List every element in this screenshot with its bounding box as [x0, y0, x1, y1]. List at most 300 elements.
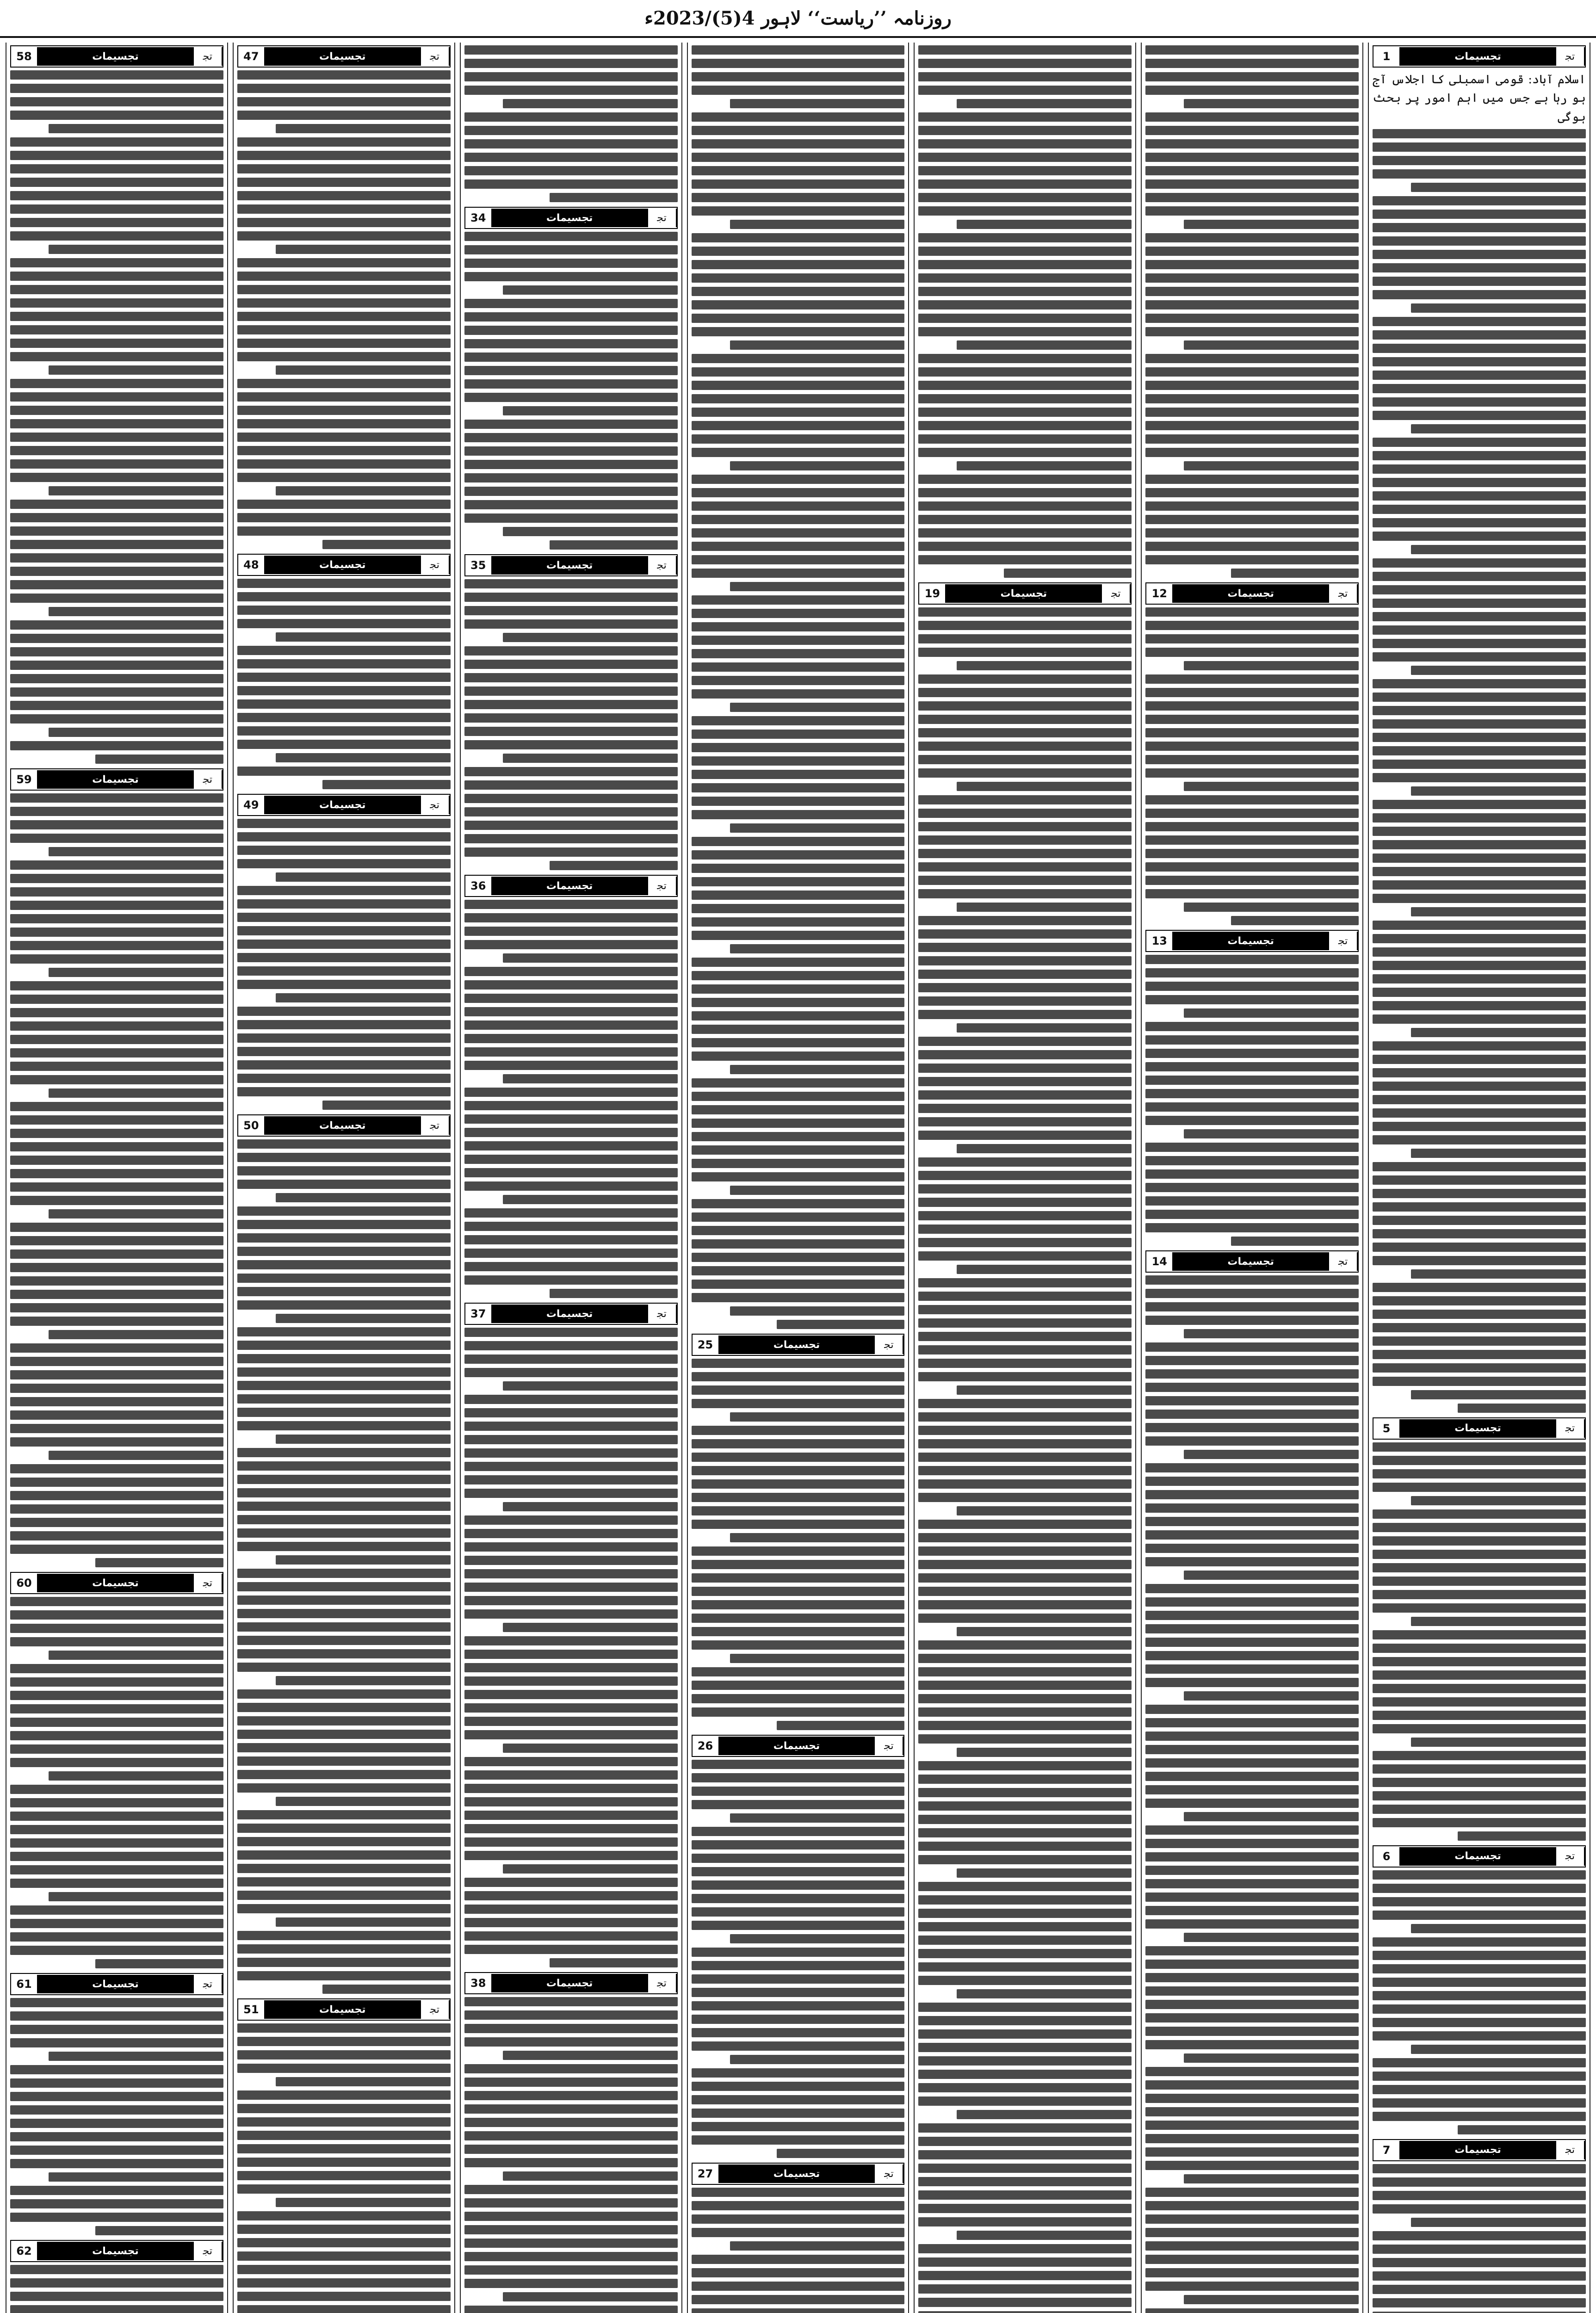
text-line — [10, 1424, 223, 1433]
text-line — [237, 713, 451, 722]
text-line — [237, 646, 451, 655]
text-line — [692, 1640, 905, 1650]
text-line — [1373, 1483, 1586, 1492]
text-line — [1145, 1289, 1359, 1298]
text-line — [692, 2122, 905, 2131]
text-line — [237, 2064, 451, 2073]
text-line — [1145, 607, 1359, 617]
text-line — [1145, 1503, 1359, 1513]
text-line — [237, 1783, 451, 1793]
text-line — [1373, 921, 1586, 930]
text-line — [918, 448, 1132, 457]
text-line — [692, 1266, 905, 1275]
text-line — [1145, 59, 1359, 68]
item-label: تجسیمات — [1172, 584, 1329, 603]
news-item — [10, 1973, 223, 2235]
news-item — [464, 45, 678, 202]
text-line — [10, 1731, 223, 1740]
text-line — [1373, 1884, 1586, 1893]
text-line — [1373, 223, 1586, 232]
text-line — [918, 1171, 1132, 1180]
text-line — [1373, 760, 1586, 769]
text-line — [957, 340, 1132, 350]
text-line — [918, 153, 1132, 162]
text-line — [1373, 384, 1586, 393]
text-line — [10, 231, 223, 241]
text-line — [918, 501, 1132, 511]
text-line — [1145, 2094, 1359, 2103]
text-line — [10, 928, 223, 937]
item-header — [464, 207, 678, 229]
text-line — [692, 797, 905, 806]
text-line — [464, 1249, 678, 1258]
text-line — [10, 2265, 223, 2274]
text-line — [237, 1060, 451, 1070]
text-line — [692, 1426, 905, 1435]
text-line — [10, 1317, 223, 1326]
item-number: 13 — [1146, 932, 1172, 950]
text-line — [918, 2029, 1132, 2039]
text-line — [1373, 599, 1586, 608]
text-line — [957, 1506, 1132, 1515]
text-line — [1145, 768, 1359, 778]
text-line — [464, 913, 678, 922]
text-line — [1373, 1791, 1586, 1800]
text-line — [692, 2255, 905, 2264]
text-line — [237, 1770, 451, 1779]
text-line — [1145, 1316, 1359, 1325]
text-line — [1145, 876, 1359, 885]
text-line — [692, 475, 905, 484]
text-line — [918, 2016, 1132, 2025]
text-line — [692, 1787, 905, 1796]
text-line — [918, 2097, 1132, 2106]
text-line — [918, 1640, 1132, 1650]
text-line — [237, 1220, 451, 1229]
text-line — [10, 2213, 223, 2222]
text-line — [237, 1622, 451, 1632]
text-line — [1373, 2072, 1586, 2081]
text-line — [1373, 2058, 1586, 2067]
text-line — [464, 673, 678, 682]
text-line — [10, 2159, 223, 2168]
text-line — [464, 72, 678, 81]
text-line — [1373, 1590, 1586, 1599]
item-header — [10, 1973, 223, 1995]
text-line — [918, 1520, 1132, 1529]
text-line — [237, 379, 451, 388]
item-body-lines — [237, 70, 451, 549]
text-line — [237, 2090, 451, 2100]
text-line — [1145, 1825, 1359, 1835]
text-line — [10, 513, 223, 522]
text-line — [10, 1610, 223, 1620]
text-line — [464, 740, 678, 749]
text-line — [464, 1569, 678, 1578]
text-line — [918, 475, 1132, 484]
news-item — [692, 45, 905, 1329]
text-line — [10, 2011, 223, 2021]
text-line — [464, 446, 678, 456]
text-line — [918, 1949, 1132, 1958]
text-line — [10, 1704, 223, 1713]
text-line — [1145, 448, 1359, 457]
text-line — [1411, 1028, 1586, 1037]
text-line — [730, 1813, 905, 1823]
text-line — [1145, 674, 1359, 684]
text-line — [49, 1651, 223, 1660]
text-line — [1145, 1906, 1359, 1915]
text-line — [1411, 1617, 1586, 1626]
text-line — [276, 1314, 451, 1323]
text-line — [10, 1879, 223, 1888]
text-line — [692, 662, 905, 672]
text-line — [464, 2064, 678, 2073]
text-line — [918, 434, 1132, 444]
text-line — [276, 753, 451, 762]
text-line — [1145, 1960, 1359, 1969]
news-item — [10, 45, 223, 764]
text-line — [237, 1703, 451, 1712]
text-line — [918, 112, 1132, 122]
item-header — [1373, 45, 1586, 68]
text-line — [10, 164, 223, 173]
text-line — [237, 1381, 451, 1390]
text-line — [10, 137, 223, 147]
item-label: تجسیمات — [37, 1975, 194, 1993]
text-line — [1373, 934, 1586, 943]
text-line — [237, 926, 451, 935]
text-line — [692, 1078, 905, 1088]
news-column — [6, 43, 228, 2313]
text-line — [918, 1909, 1132, 1918]
text-line — [276, 1435, 451, 1444]
text-line — [1373, 1001, 1586, 1010]
news-column — [460, 43, 682, 2313]
text-line — [730, 2241, 905, 2251]
text-line — [918, 1587, 1132, 1596]
text-line — [276, 1555, 451, 1565]
text-line — [237, 1944, 451, 1954]
text-line — [550, 540, 678, 550]
text-line — [1373, 451, 1586, 460]
item-body-lines — [10, 70, 223, 764]
text-line — [237, 740, 451, 749]
text-line — [918, 408, 1132, 417]
text-line — [10, 325, 223, 334]
text-line — [1145, 233, 1359, 242]
text-line — [918, 1211, 1132, 1220]
text-line — [1373, 317, 1586, 326]
text-line — [237, 446, 451, 455]
item-body-lines — [1145, 955, 1359, 1246]
text-line — [918, 1104, 1132, 1113]
text-line — [692, 730, 905, 739]
text-line — [237, 1260, 451, 1269]
text-line — [237, 2238, 451, 2247]
text-line — [237, 859, 451, 868]
text-line — [957, 461, 1132, 470]
text-line — [692, 434, 905, 444]
text-line — [237, 1421, 451, 1430]
text-line — [692, 1506, 905, 1515]
text-line — [464, 1542, 678, 1552]
text-line — [1145, 166, 1359, 175]
text-line — [10, 634, 223, 643]
text-line — [237, 1287, 451, 1296]
text-line — [692, 1600, 905, 1609]
text-line — [1373, 880, 1586, 890]
text-line — [1231, 1237, 1359, 1246]
text-line — [1145, 1022, 1359, 1031]
text-line — [918, 287, 1132, 296]
text-line — [1373, 827, 1586, 836]
text-line — [692, 2201, 905, 2210]
text-line — [1145, 1732, 1359, 1741]
text-line — [49, 1892, 223, 1901]
text-line — [1184, 661, 1359, 670]
item-header — [10, 2240, 223, 2262]
text-line — [918, 956, 1132, 965]
text-line — [1145, 1062, 1359, 1071]
text-line — [1145, 1369, 1359, 1379]
item-header — [1145, 930, 1359, 952]
text-line — [918, 1466, 1132, 1475]
text-line — [1145, 153, 1359, 162]
text-line — [1373, 464, 1586, 474]
text-line — [1145, 1342, 1359, 1352]
text-line — [692, 984, 905, 994]
text-line — [1373, 894, 1586, 903]
text-line — [918, 421, 1132, 430]
text-line — [1145, 968, 1359, 977]
item-mark: ﺗﺠ — [875, 2165, 903, 2183]
text-line — [276, 632, 451, 642]
text-line — [1145, 1143, 1359, 1152]
text-line — [464, 1703, 678, 1713]
text-line — [10, 2092, 223, 2101]
news-item — [237, 794, 451, 1110]
text-line — [1373, 1256, 1586, 1265]
item-mark: ﺗﺠ — [194, 47, 223, 66]
text-line — [237, 980, 451, 989]
text-line — [1373, 1951, 1586, 1960]
text-line — [464, 1208, 678, 1218]
text-line — [10, 2078, 223, 2088]
text-line — [1373, 2271, 1586, 2281]
text-line — [464, 767, 678, 776]
text-line — [10, 2199, 223, 2208]
text-line — [1373, 1095, 1586, 1104]
text-line — [1373, 1778, 1586, 1787]
text-line — [1145, 2080, 1359, 2090]
text-line — [237, 97, 451, 106]
text-line — [692, 1199, 905, 1208]
text-line — [276, 124, 451, 133]
item-body-lines — [237, 2023, 451, 2313]
text-line — [10, 1410, 223, 1420]
text-line — [464, 460, 678, 469]
text-line — [692, 837, 905, 846]
text-line — [692, 1948, 905, 1957]
text-line — [692, 193, 905, 202]
text-line — [1145, 1718, 1359, 1727]
text-line — [918, 674, 1132, 684]
text-line — [918, 929, 1132, 939]
text-line — [692, 1760, 905, 1769]
text-line — [1373, 1897, 1586, 1906]
text-line — [10, 433, 223, 442]
text-line — [1184, 99, 1359, 108]
text-line — [918, 701, 1132, 711]
text-line — [957, 99, 1132, 108]
item-body-lines — [464, 232, 678, 550]
text-line — [276, 365, 451, 375]
text-line — [692, 958, 905, 967]
text-line — [692, 1025, 905, 1034]
text-line — [1145, 2255, 1359, 2264]
text-line — [1373, 961, 1586, 970]
text-line — [1373, 1216, 1586, 1225]
text-line — [692, 153, 905, 162]
news-item — [692, 2163, 905, 2313]
text-line — [237, 392, 451, 402]
text-line — [1145, 688, 1359, 697]
text-line — [918, 2271, 1132, 2280]
text-line — [957, 1144, 1132, 1153]
text-line — [1458, 1831, 1586, 1841]
text-line — [918, 1077, 1132, 1086]
text-line — [1145, 2241, 1359, 2251]
item-number: 59 — [11, 770, 37, 789]
text-line — [10, 687, 223, 697]
text-line — [692, 1011, 905, 1020]
text-line — [692, 1372, 905, 1381]
text-line — [918, 1828, 1132, 1837]
text-line — [49, 1771, 223, 1781]
text-line — [918, 970, 1132, 979]
text-line — [1231, 916, 1359, 925]
text-line — [1411, 2045, 1586, 2054]
text-line — [692, 1239, 905, 1249]
text-line — [918, 1479, 1132, 1489]
item-header — [237, 1114, 451, 1137]
item-body-lines — [10, 1597, 223, 1968]
text-line — [692, 1385, 905, 1395]
item-mark: ﺗﺠ — [1102, 584, 1131, 603]
text-line — [10, 887, 223, 897]
text-line — [503, 1381, 678, 1391]
text-line — [237, 178, 451, 187]
text-line — [1373, 813, 1586, 823]
text-line — [692, 783, 905, 792]
news-item — [237, 554, 451, 789]
text-line — [1373, 236, 1586, 246]
text-line — [918, 2003, 1132, 2012]
text-line — [1373, 169, 1586, 179]
text-line — [1145, 889, 1359, 898]
news-item — [918, 45, 1132, 578]
text-line — [692, 528, 905, 538]
news-column — [1141, 43, 1363, 2313]
text-line — [464, 660, 678, 669]
text-line — [1373, 800, 1586, 809]
text-line — [1373, 1870, 1586, 1880]
text-line — [237, 1166, 451, 1175]
text-line — [1184, 1329, 1359, 1338]
text-line — [1373, 585, 1586, 594]
text-line — [918, 1922, 1132, 1931]
text-line — [1145, 2134, 1359, 2143]
text-line — [1145, 112, 1359, 122]
text-line — [49, 486, 223, 495]
text-line — [918, 2164, 1132, 2173]
text-line — [503, 406, 678, 415]
text-line — [237, 2131, 451, 2140]
text-line — [10, 2119, 223, 2128]
text-line — [1373, 2191, 1586, 2200]
text-line — [692, 971, 905, 980]
text-line — [1411, 545, 1586, 554]
text-line — [237, 2251, 451, 2261]
text-line — [10, 406, 223, 415]
text-line — [1373, 1657, 1586, 1666]
text-line — [503, 1195, 678, 1204]
news-column — [687, 43, 909, 2313]
text-line — [464, 807, 678, 816]
item-label: تجسیمات — [491, 556, 648, 575]
text-line — [918, 86, 1132, 95]
item-mark: ﺗﺠ — [421, 1116, 450, 1135]
text-line — [918, 2123, 1132, 2133]
text-line — [1145, 354, 1359, 363]
text-line — [237, 899, 451, 909]
text-line — [918, 179, 1132, 189]
text-line — [692, 501, 905, 511]
text-line — [237, 231, 451, 241]
text-line — [1184, 220, 1359, 229]
text-line — [1373, 2164, 1586, 2173]
text-line — [10, 1504, 223, 1514]
text-line — [1145, 1356, 1359, 1365]
text-line — [918, 1614, 1132, 1623]
text-line — [237, 1461, 451, 1471]
text-line — [1184, 1571, 1359, 1580]
text-line — [918, 2217, 1132, 2226]
text-line — [1184, 782, 1359, 791]
text-line — [1184, 1812, 1359, 1821]
text-line — [1373, 1937, 1586, 1947]
text-line — [1373, 1055, 1586, 1064]
text-line — [464, 1061, 678, 1070]
text-line — [777, 2149, 905, 2158]
text-line — [10, 1102, 223, 1111]
text-line — [10, 298, 223, 308]
item-body-lines — [464, 45, 678, 202]
text-line — [918, 822, 1132, 831]
item-mark: ﺗﺠ — [1329, 1252, 1358, 1271]
text-line — [503, 1502, 678, 1511]
text-line — [95, 1558, 223, 1567]
text-line — [1145, 327, 1359, 336]
text-line — [918, 1131, 1132, 1140]
text-line — [10, 1597, 223, 1606]
text-line — [1145, 1223, 1359, 1232]
text-line — [918, 1090, 1132, 1100]
text-line — [10, 1196, 223, 1205]
text-line — [692, 2095, 905, 2104]
text-line — [918, 862, 1132, 872]
